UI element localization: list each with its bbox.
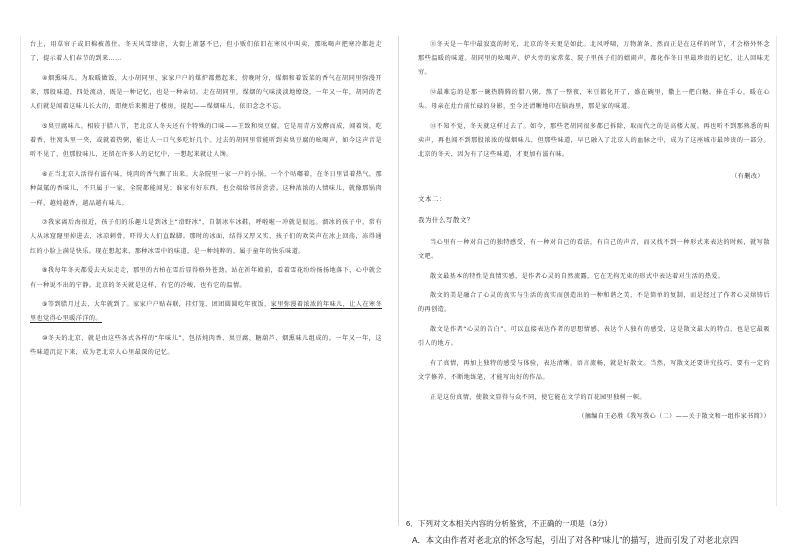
essay-paragraph-1: 当心里有一种对自己的独特感受，有一种对自己的看法，有自己的声音，而又找不到一种形式来表达的时候，就写散文吧。 bbox=[418, 238, 770, 260]
paragraph-5: ⑤臭豆腐味儿。相较于腊八节，老北京人冬天还有个特殊的口味——王致和臭豆腐。它是用青方发酵而成，闻着臭，吃着香，往窝头里一夹，或就着热粥，能让人一口气多吃好几个。过去的胡同里常能听到卖臭豆腐的吆喝声，如今这声音是听不见了，但那股味儿，还留在许多人的记忆中，一想起来就让人馋。 bbox=[30, 123, 382, 159]
essay-paragraph-5: 有了真情，再加上独特的感受与体验，表达清晰，语言流畅，就是好散文。当然，写散文还要讲究技巧，要有一定的文学修养，不断地练笔，才能写出好的作品。 bbox=[418, 360, 770, 382]
paragraph-6: ⑥正当北京人活得有滋有味，炖肉的香气飘了出来。大杂院里一家一户的小锅，一个个咕嘟着，在冬日里冒着热气，那种氤氲的香味儿，不只属于一家，全院都能闻见；谁家有好东西，也会端给邻居尝尝。这种浓浓的人情味儿，就像那锅肉一样，越炖越香，越品越有味儿。 bbox=[30, 171, 382, 207]
paragraph-10: ⑩冬天的北京，就是由这些各式各样的“年味儿”，包括炖肉香、臭豆腐、糖葫芦、烟熏味儿组成的。一年又一年，这些味道沉淀下来，成为老北京人心里最深的记忆。 bbox=[30, 335, 382, 357]
left-column bbox=[30, 38, 382, 366]
text2-question: 我为什么写散文？ bbox=[418, 215, 474, 224]
paragraph-9-underlined: 家里弥漫着浓浓的年味儿，让人在寒冬里也觉得心里暖洋洋的。 bbox=[30, 301, 382, 323]
abridged-note: （有删改） bbox=[731, 172, 764, 180]
paragraph-4: ④烟熏味儿。为取暖做饭，大小胡同里、家家户户的煤炉都燃起来，傍晚时分，煤烟和着饭菜的香气在胡同里弥漫开来，那股味道，四处流动，既是一种记忆，也是一种亲切。走在胡同里，煤烟的气味淡淡地缭绕，一年又一年，胡同的老人们就是闻着这味儿长大的，即便后来搬进了楼房，提起——煤烟味儿，依旧念念不忘。 bbox=[30, 74, 382, 111]
paragraph-9 bbox=[30, 298, 382, 326]
essay-paragraph-3: 散文的美是融合了心灵的真实与生活的真实而创造出的一种和谐之美，不是简单的复制，而是经过了作者心灵熔铸后的再创造。 bbox=[418, 292, 770, 314]
question-6: 6．下列对文本相关内容的分析鉴赏，不正确的一项是（3分） bbox=[406, 519, 612, 528]
paragraph-13: ⑬不知不觉，冬天就这样过去了。如今，那些老胡同很多都已拆除，取而代之的是高楼大厦。再也听不到那熟悉的叫卖声，再也闻不到那股浓浓的煤烟味儿，但那些味道，早已融入了北京人的血脉之中，成为了这座城市最珍贵的一部分。北京的冬天，因为有了这些味道，才更加有滋有味。 bbox=[418, 123, 770, 159]
essay-paragraph-2: 散文最基本的特性是真情实感，是作者心灵的自然流露，它在无拘无束的形式中表达着对生活的热爱。 bbox=[430, 272, 725, 280]
column-divider bbox=[398, 36, 399, 526]
text2-heading: 文本二： bbox=[418, 194, 446, 203]
paragraph-12: ⑫最难忘的是那一碗热腾腾的腊八粥，熬了一整夜，米豆都化开了，盛在碗里，撒上一把白糖，捧在手心，暖在心头。母亲在灶台前忙碌的身影，至今还清晰地印在脑海里，那是家的味道。 bbox=[418, 89, 770, 111]
paragraph-9-text: ⑨等到腊月过去，大年就到了。家家户户贴春联，挂灯笼，团团圆圆吃年夜饭， bbox=[42, 301, 271, 309]
paragraph-11: ⑪冬天是一年中最寂寞的时光，北京的冬天更是如此。北风呼啸，万物萧条，然而正是在这样的时节，才会格外怀念那些温暖的味道。胡同里的吆喝声、炉火旁的家常菜、院子里孩子们的嬉闹声，都化作冬日里最珍贵的记忆，让人回味无穷。 bbox=[418, 41, 770, 77]
option-a: A．本文由作者对老北京的怀念写起，引出了对各种“味儿”的描写，进而引发了对老北京四 bbox=[412, 535, 739, 545]
paragraph-7: ⑦我家离后海很近，孩子们的乐趣儿是到冰上“滑野冰”，自制冰车冰鞋，呼啦啦一冲就是很远。溜冰的孩子中，常有人从冰窟窿里掉进去，冰凉刺骨，吓得大人们直跺脚。那时的冰面，结得又厚又实，孩子们的欢笑声在冰上回荡，冻得通红的小脸上满是快乐。现在想起来，那种冰雪中的味道，是一种纯粹的、属于童年的快乐味道。 bbox=[30, 219, 382, 255]
left-margin-line bbox=[20, 36, 21, 506]
source-citation: （摘编自王必胜《我写我心（二）——关于散文和一组作家书简》） bbox=[578, 412, 770, 420]
right-column bbox=[418, 38, 770, 420]
essay-paragraph-6: 正是这份真情，使散文显得与众不同，使它能在文学的百花园里独树一帜。 bbox=[430, 393, 646, 401]
paragraph-intro: 台上，用草帘子或旧棉被盖住。冬天风雪肆虐，大街上萧瑟不已，但小贩们依旧在寒风中叫卖，那吆喝声把寒冷都赶走了，提示着人们春节的到来…… bbox=[30, 41, 382, 63]
right-margin-line bbox=[776, 36, 777, 506]
paragraph-8: ⑧我每年冬天都爱去天坛走走，那里的古柏在雪后显得格外苍劲。站在祈年殿前，看着雪花纷纷扬扬地落下，心中就会有一种说不出的宁静。北京的冬天就是这样，有它的冷峻，也有它的温情。 bbox=[30, 267, 382, 289]
essay-paragraph-4: 散文是作者“心灵的告白”，可以直接表达作者的思想情感，表达个人独有的感受，这是散文最大的特点，也是它最吸引人的地方。 bbox=[418, 326, 770, 348]
